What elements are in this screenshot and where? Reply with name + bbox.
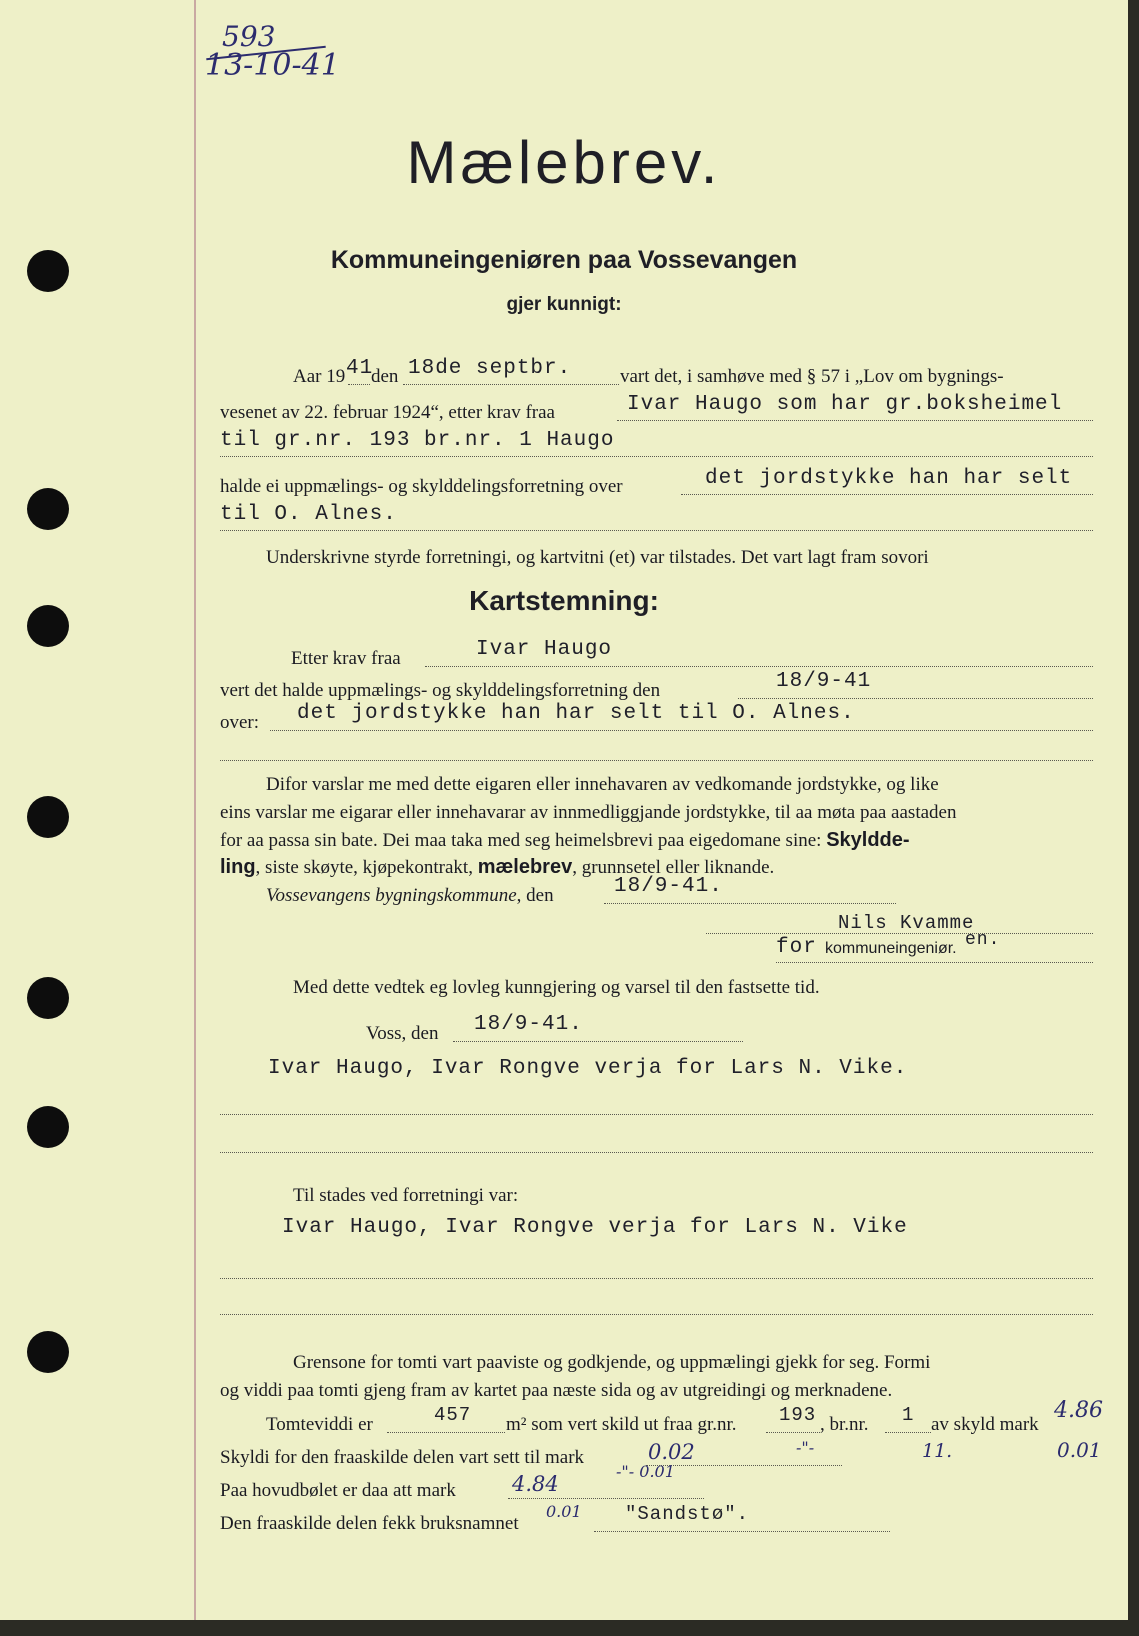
kommune-label: Vossevangens bygningskommune <box>266 885 517 906</box>
vert-label: vert det halde uppmælings- og skylddelingsforretning den <box>220 680 661 701</box>
proclaim-text: gjer kunnigt: <box>506 294 622 315</box>
year-value: 41 <box>346 357 374 380</box>
notice-para-1: Difor varslar me med dette eigaren eller innehavaren av vedkomande jordstykke, og like <box>266 774 939 795</box>
tomt-label: Tomteviddi er <box>266 1414 373 1435</box>
notice-para-4a: ling <box>220 856 256 878</box>
punch-hole <box>27 488 69 530</box>
tomt-unit: m² som vert skild ut fraa gr.nr. <box>506 1414 737 1435</box>
punch-hole <box>27 796 69 838</box>
hoved-label: Paa hovudbølet er daa att mark <box>220 1480 456 1501</box>
law-text-a: vart det, i samhøve med § 57 i „Lov om bygnings- <box>620 366 1004 387</box>
handwritten-bruks-value: 0.01 <box>546 1502 582 1521</box>
closing-text: Underskrivne styrde forretningi, og kartvitni (et) var tilstades. Det vart lagt fram sovori <box>266 547 929 568</box>
punch-hole <box>27 1106 69 1148</box>
vert-date: 18/9-41 <box>776 670 872 693</box>
notice-para-3b: Skyldde- <box>826 829 910 851</box>
date-value: 18de septbr. <box>408 357 572 380</box>
handwritten-ref-date: 13-10-41 <box>205 48 340 83</box>
skyld-mark-label: av skyld mark <box>931 1414 1039 1435</box>
punch-hole <box>27 1331 69 1373</box>
handwritten-mark-11: 11. <box>922 1440 953 1462</box>
handwritten-ref-number: 593 <box>222 20 276 53</box>
year-prefix: Aar 19 <box>293 366 346 387</box>
voss-label: Voss, den <box>366 1023 439 1044</box>
den-label: den <box>371 366 399 387</box>
signer-for: for <box>776 936 817 959</box>
stades-value: Ivar Haugo, Ivar Rongve verja for Lars N. Vike <box>282 1216 908 1239</box>
handwritten-hoved-ditto: -"- 0.01 <box>616 1462 675 1481</box>
kommune-line <box>266 885 554 907</box>
signer-name: Nils Kvamme <box>838 912 975 934</box>
kommune-date: 18/9-41. <box>614 875 723 898</box>
bruks-value: "Sandstø". <box>625 1503 750 1525</box>
law-text-b: vesenet av 22. februar 1924“, etter krav fraa <box>220 402 555 423</box>
halde-label: halde ei uppmælings- og skylddelingsforretning over <box>220 476 623 497</box>
notice-para-3 <box>220 829 910 852</box>
signer-suffix: en. <box>965 930 1001 950</box>
handwritten-mark-ditto: -"- <box>796 1438 815 1457</box>
requester-value: Ivar Haugo som har gr.boksheimel <box>627 393 1063 416</box>
notice-para-4d: , grunnsetel eller liknande. <box>572 857 775 878</box>
krav-value: Ivar Haugo <box>476 638 613 661</box>
stades-label: Til stades ved forretningi var: <box>293 1185 519 1206</box>
signer-title: kommuneingeniør. <box>825 940 957 957</box>
skyldi-label: Skyldi for den fraaskilde delen vart sett til mark <box>220 1447 585 1468</box>
bruks-label: Den fraaskilde delen fekk bruksnamnet <box>220 1513 519 1534</box>
handwritten-hoved-value: 4.84 <box>512 1472 559 1496</box>
notice-para-4c: mælebrev <box>477 856 573 878</box>
vedtek-signers: Ivar Haugo, Ivar Rongve verja for Lars N. Vike. <box>268 1057 908 1080</box>
grense-line-1: Grensone for tomti vart paaviste og godkjende, og uppmælingi gjekk for seg. Formi <box>293 1352 931 1373</box>
voss-date: 18/9-41. <box>474 1013 583 1036</box>
kart-heading: Kartstemning: <box>469 585 659 616</box>
kommune-den: , den <box>516 885 554 906</box>
punch-hole <box>27 977 69 1019</box>
brnr-value: 1 <box>902 1404 915 1426</box>
handwritten-skyld-value: 0.02 <box>648 1440 695 1464</box>
grense-line-2: og viddi paa tomti gjeng fram av kartet paa næste sida og av utgreidingi og merknadene. <box>220 1380 893 1401</box>
handwritten-area-note-1: 4.86 <box>1054 1398 1103 1423</box>
page-title: Mælebrev. <box>406 129 722 196</box>
notice-para-3a: for aa passa sin bate. Dei maa taka med seg heimelsbrevi paa eigedomane sine: <box>220 830 822 851</box>
tomt-value: 457 <box>434 1404 472 1426</box>
authority-heading: Kommuneingeniøren paa Vossevangen <box>330 246 798 274</box>
krav-label: Etter krav fraa <box>291 648 401 669</box>
brnr-label: , br.nr. <box>820 1414 869 1435</box>
over-value: det jordstykke han har selt til O. Alnes. <box>297 702 855 725</box>
grnr-value: 193 <box>779 1404 817 1426</box>
object-cont: til O. Alnes. <box>220 503 397 526</box>
notice-para-2: eins varslar me eigarar eller innehavarar av innmedliggjande jordstykke, til aa møta paa aastaden <box>220 802 957 823</box>
requester-cont: til gr.nr. 193 br.nr. 1 Haugo <box>220 429 615 452</box>
object-value: det jordstykke han har selt <box>705 467 1073 490</box>
vedtek-text: Med dette vedtek eg lovleg kunngjering og varsel til den fastsette tid. <box>293 977 820 998</box>
over-label: over: <box>220 712 260 733</box>
handwritten-area-note-2: 0.01 <box>1057 1438 1102 1462</box>
notice-para-4b: , siste skøyte, kjøpekontrakt, <box>255 857 473 878</box>
margin-rule <box>194 0 196 1620</box>
